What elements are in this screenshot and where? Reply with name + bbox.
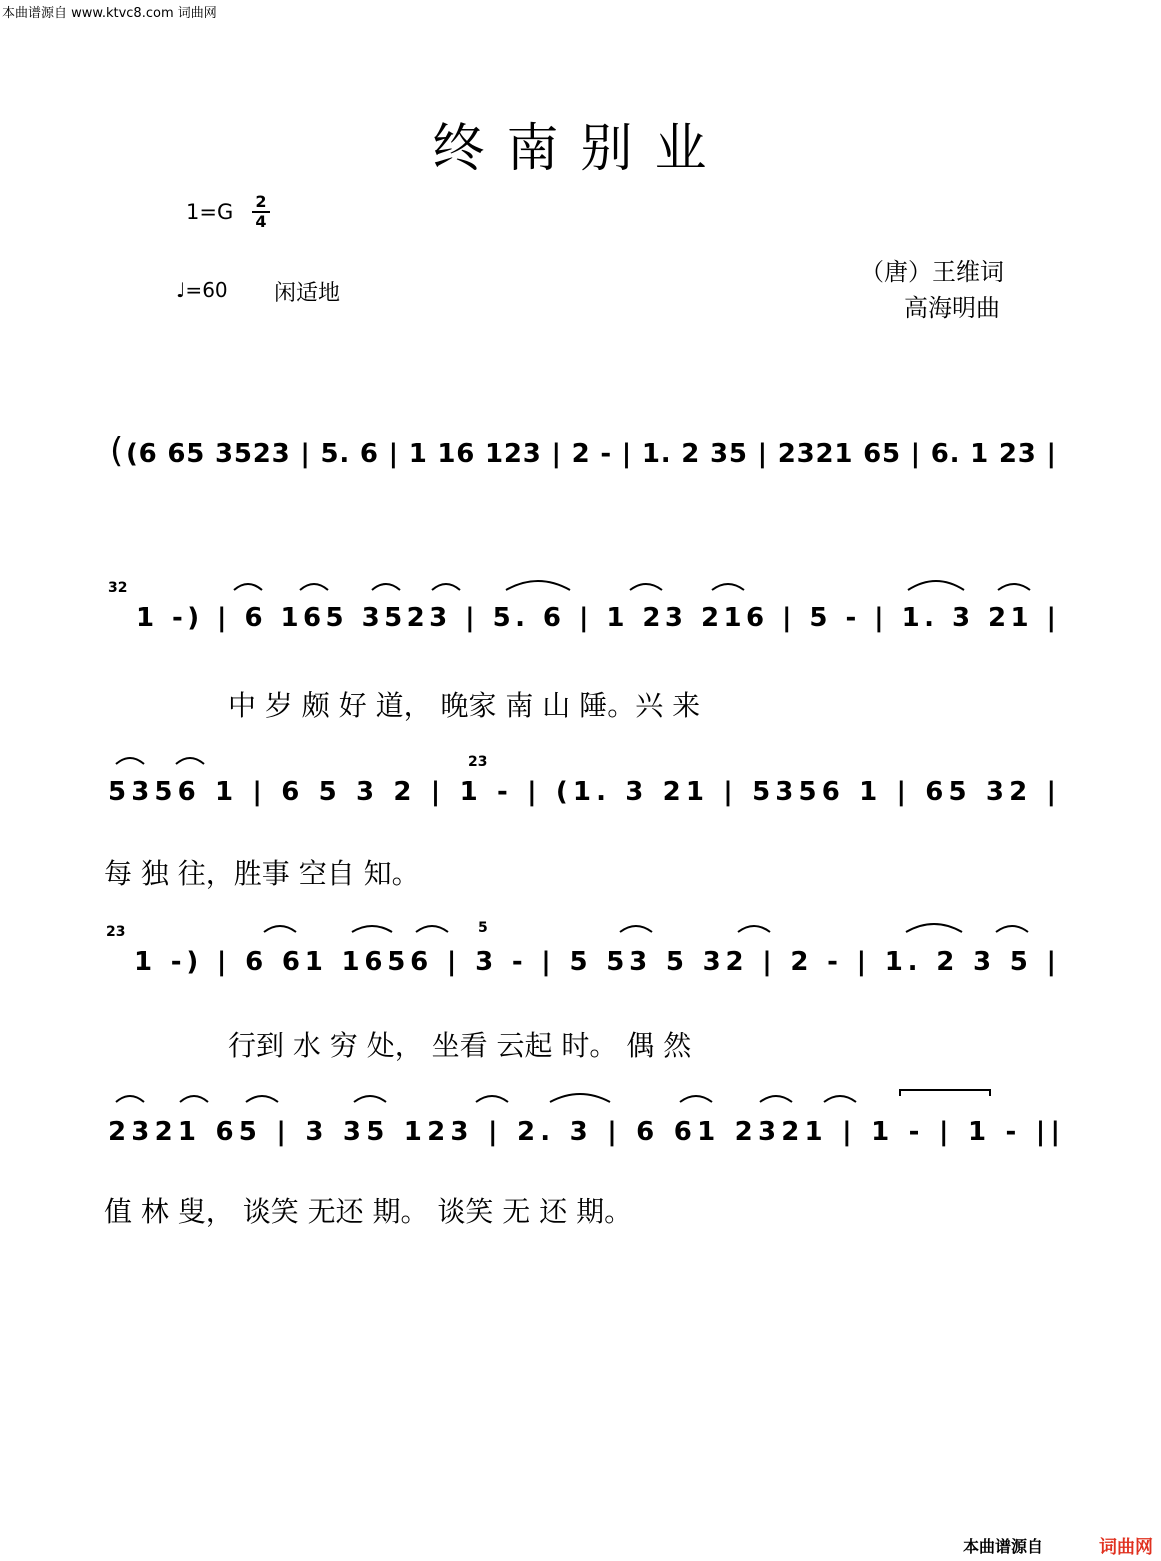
tempo-marking: ♩=60 xyxy=(176,278,228,302)
row-4-notes: 1 -) | 6 61 1656 | 3 - | 5 53 5 32 | 2 - | 1. 2 3 5 | xyxy=(134,947,1056,977)
grace-note-row-3: 23 xyxy=(468,754,488,770)
lyrics-row-5: 值 林 叟， 谈笑 无还 期。 谈笑 无 还 期。 xyxy=(104,1195,633,1228)
open-paren: ( xyxy=(110,431,124,471)
lyrics-row-3: 每 独 往，胜事 空自 知。 xyxy=(104,857,420,890)
time-signature-bottom: 4 xyxy=(255,212,267,231)
row-3-notes: 5356 1 | 6 5 3 2 | 1 - | (1. 3 21 | 5356 1 | 65 32 | xyxy=(108,777,1056,807)
composer-credit: 高海明曲 xyxy=(904,294,1000,322)
lyrics-row-2: 中 岁 颇 好 道， 晚家 南 山 陲。兴 来 xyxy=(228,689,701,722)
watermark-text: 本曲谱源自 www.ktvc8.com 词曲网 xyxy=(2,6,217,21)
time-signature-top: 2 xyxy=(255,192,267,211)
footer-source: 本曲谱源自 xyxy=(962,1537,1043,1556)
row-1-notes: (6 65 3523 | 5. 6 | 1 16 123 | 2 - | 1. 2 35 | 2321 65 | 6. 1 23 | xyxy=(126,439,1056,469)
key-signature: 1=G xyxy=(186,200,234,224)
score-row-5 xyxy=(108,1117,1060,1147)
score-row-2 xyxy=(108,580,1056,633)
lyricist-credit: （唐）王维词 xyxy=(860,258,1004,286)
row-2-notes: 1 -) | 6 165 3523 | 5. 6 | 1 23 216 | 5 - | 1. 3 21 | xyxy=(136,603,1056,633)
score-row-3 xyxy=(108,754,1056,807)
grace-note-row-2: 32 xyxy=(108,580,128,596)
footer-site: 词曲网 xyxy=(1099,1537,1153,1558)
score-row-1 xyxy=(110,431,1056,471)
lyrics-row-4: 行到 水 穷 处， 坐看 云起 时。 偶 然 xyxy=(228,1029,692,1062)
row-5-notes: 2321 65 | 3 35 123 | 2. 3 | 6 61 2321 | 1 - | 1 - || xyxy=(108,1117,1061,1147)
expression-marking: 闲适地 xyxy=(274,281,341,306)
grace-note-row-4: 23 xyxy=(106,924,126,940)
grace-note-row-4b: 5 xyxy=(478,920,488,936)
song-title: 终南别业 xyxy=(432,119,729,179)
